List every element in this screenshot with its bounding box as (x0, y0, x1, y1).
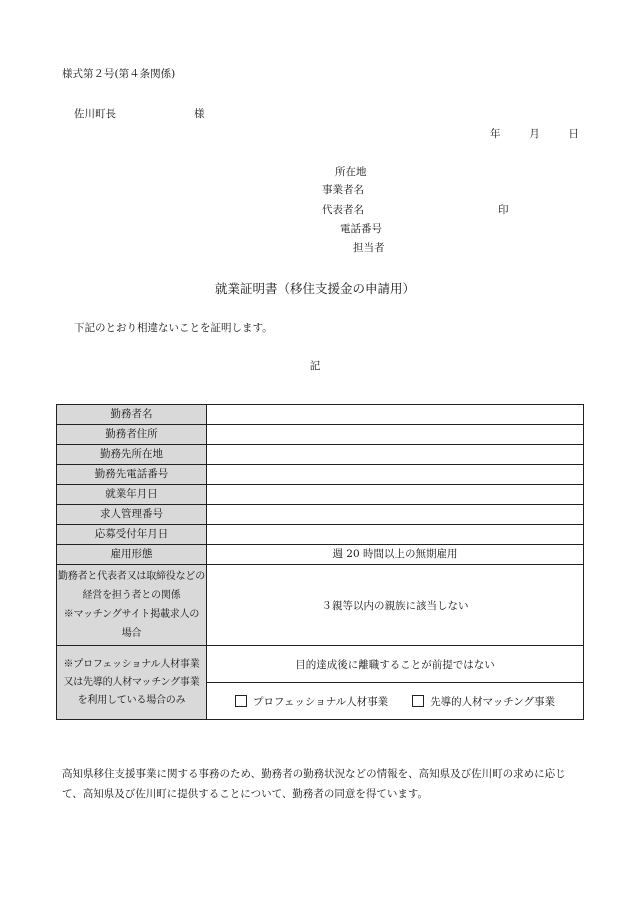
checkbox-leading-label: 先導的人材マッチング事業 (430, 695, 556, 708)
professional-label-line: を利用している場合のみ (77, 694, 186, 706)
table-row (57, 425, 584, 445)
checkbox-leading-option[interactable] (412, 694, 555, 709)
consent-statement: 高知県移住支援事業に関する事務のため、勤務者の勤務状況などの情報を、高知県及び佐川町の求めに応じて、高知県及び佐川町に提供することについて、勤務者の同意を得ています。 (62, 768, 566, 800)
table-row (57, 545, 584, 565)
row-label: 勤務者住所 (57, 425, 207, 445)
relation-row (57, 565, 584, 646)
checkbox-leading[interactable] (412, 695, 424, 707)
relation-label-line: 勤務者と代表者又は取締役などの (58, 571, 205, 582)
professional-row (57, 646, 584, 683)
ki-heading: 記 (309, 360, 321, 372)
checkbox-cell (207, 683, 584, 720)
row-label: 勤務先電話番号 (57, 465, 207, 485)
addressee (74, 106, 205, 121)
row-value-field[interactable] (207, 405, 584, 425)
date-month: 月 (529, 128, 540, 140)
employment-type-value: 週 20 時間以上の無期雇用 (207, 545, 584, 565)
relation-label-line: 場合 (121, 628, 142, 639)
row-value-field[interactable] (207, 505, 584, 525)
sender-business-label: 事業者名 (322, 184, 364, 196)
row-label: 勤務先所在地 (57, 445, 207, 465)
sender-location-label: 所在地 (335, 166, 367, 178)
row-value-field[interactable] (207, 445, 584, 465)
professional-value: 目的達成後に離職することが前提ではない (207, 646, 584, 683)
table-row (57, 525, 584, 545)
table-row (57, 445, 584, 465)
intro-text: 下記のとおり相違ないことを証明します。 (74, 322, 273, 334)
row-value-field[interactable] (207, 485, 584, 505)
professional-label (57, 646, 207, 720)
addressee-name: 佐川町長 (74, 108, 116, 120)
professional-label-line: 又は先導的人材マッチング事業 (63, 676, 200, 688)
sender-person-label: 担当者 (353, 242, 385, 254)
date-day: 日 (568, 128, 579, 140)
date-year: 年 (490, 128, 501, 140)
sender-representative-label: 代表者名 (322, 204, 364, 216)
relation-label-line: ※マッチングサイト掲載求人の (63, 609, 200, 620)
table-row (57, 405, 584, 425)
row-label: 応募受付年月日 (57, 525, 207, 545)
date-line (490, 126, 579, 141)
relation-label-line: 経営を担う者との関係 (82, 590, 181, 601)
addressee-honorific: 様 (194, 108, 205, 120)
table-row (57, 465, 584, 485)
form-number: 様式第２号(第４条関係) (62, 68, 176, 80)
table-row (57, 485, 584, 505)
table-row (57, 505, 584, 525)
row-label: 勤務者名 (57, 405, 207, 425)
seal-mark: 印 (498, 204, 509, 216)
row-label: 求人管理番号 (57, 505, 207, 525)
professional-label-line: ※プロフェッショナル人材事業 (63, 658, 200, 670)
relation-value: ３親等以内の親族に該当しない (207, 565, 584, 646)
row-value-field[interactable] (207, 525, 584, 545)
sender-phone-label: 電話番号 (340, 223, 382, 235)
row-label: 就業年月日 (57, 485, 207, 505)
checkbox-professional-option[interactable] (235, 694, 388, 709)
checkbox-professional-label: プロフェッショナル人材事業 (252, 695, 389, 708)
checkbox-professional[interactable] (235, 695, 247, 707)
row-value-field[interactable] (207, 425, 584, 445)
employment-info-table (56, 404, 584, 720)
row-label: 雇用形態 (57, 545, 207, 565)
row-value-field[interactable] (207, 465, 584, 485)
relation-label (57, 565, 207, 646)
document-title: 就業証明書（移住支援金の申請用） (214, 281, 415, 296)
